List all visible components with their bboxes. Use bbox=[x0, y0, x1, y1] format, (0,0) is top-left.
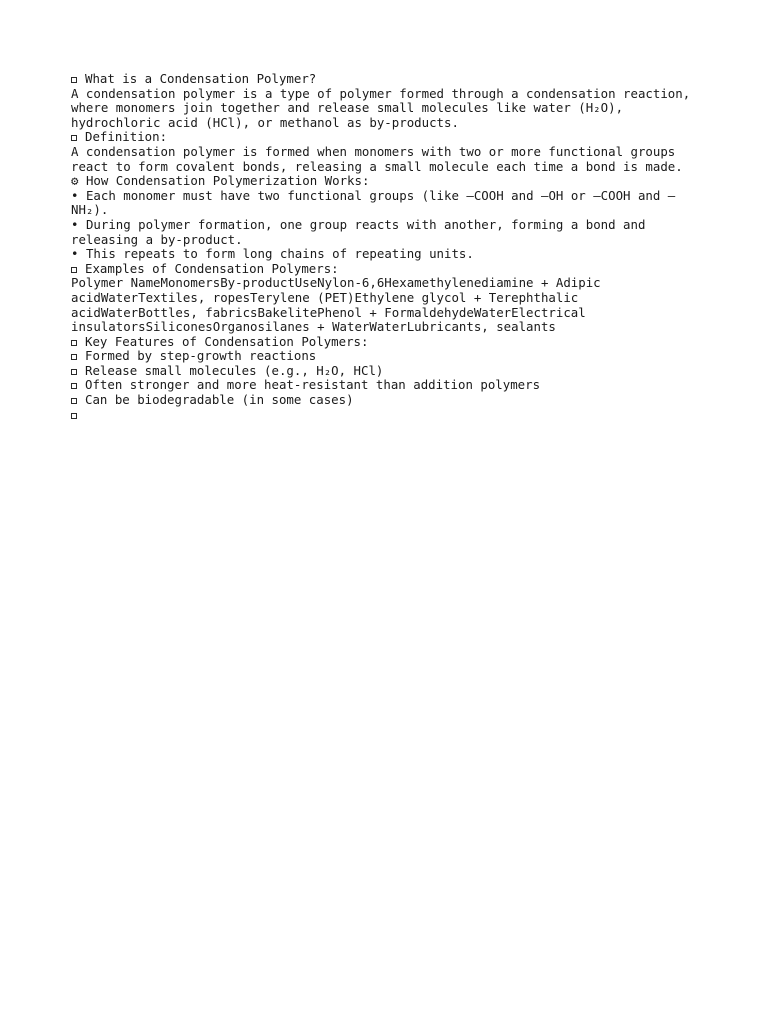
definition-body: A condensation polymer is formed when monomers with two or more functional groups react to form covalent bonds, releasing a small molecule each time a bond is made. bbox=[71, 143, 683, 174]
bullet-icon: • bbox=[71, 246, 79, 262]
what-heading: What is a Condensation Polymer? bbox=[85, 71, 317, 86]
what-heading-line bbox=[71, 72, 711, 87]
how-bullet-1 bbox=[71, 189, 711, 218]
feature-text: Formed by step-growth reactions bbox=[85, 348, 317, 364]
missing-glyph-icon bbox=[71, 135, 77, 141]
feature-text: Release small molecules (e.g., H₂O, HCl) bbox=[85, 362, 384, 378]
missing-glyph-icon bbox=[71, 398, 77, 404]
features-heading: Key Features of Condensation Polymers: bbox=[85, 333, 369, 349]
how-bullet-3 bbox=[71, 247, 711, 262]
feature-item-4 bbox=[71, 393, 711, 408]
trailing-glyph-line bbox=[71, 408, 711, 423]
examples-heading: Examples of Condensation Polymers: bbox=[85, 260, 339, 276]
bullet-icon: • bbox=[71, 187, 79, 203]
how-bullet-text: Each monomer must have two functional groups (like –COOH and –OH or –COOH and –NH₂). bbox=[71, 187, 676, 218]
missing-glyph-icon bbox=[71, 383, 77, 389]
bullet-icon: • bbox=[71, 216, 79, 232]
feature-text: Can be biodegradable (in some cases) bbox=[85, 392, 354, 408]
how-heading-line bbox=[71, 174, 711, 189]
examples-table-text: Polymer NameMonomersBy-productUseNylon-6,6Hexamethylenediamine + Adipic acidWaterTextiles, ropesTerylene (PET)Ethylene glycol + Terephthalic acidWaterBottles, fabricsBakelitePhenol + FormaldehydeWaterElectrical insulatorsSiliconesOrganosilanes + WaterWaterLubricants, sealants bbox=[71, 275, 601, 335]
gear-icon: ⚙ bbox=[71, 173, 79, 189]
missing-glyph-icon bbox=[71, 77, 77, 83]
missing-glyph-icon bbox=[71, 354, 77, 360]
how-bullet-text: During polymer formation, one group reacts with another, forming a bond and releasing a by-product. bbox=[71, 216, 646, 247]
missing-glyph-icon bbox=[71, 369, 77, 375]
feature-text: Often stronger and more heat-resistant than addition polymers bbox=[85, 377, 541, 393]
definition-heading: Definition: bbox=[85, 129, 168, 145]
feature-item-1 bbox=[71, 349, 711, 364]
how-bullet-text: This repeats to form long chains of repeating units. bbox=[85, 246, 474, 262]
feature-item-3 bbox=[71, 378, 711, 393]
how-heading: How Condensation Polymerization Works: bbox=[85, 173, 370, 189]
missing-glyph-icon bbox=[71, 267, 77, 273]
feature-item-2 bbox=[71, 364, 711, 379]
missing-glyph-icon bbox=[71, 413, 77, 419]
how-bullet-2 bbox=[71, 218, 711, 247]
examples-heading-line bbox=[71, 262, 711, 277]
what-body: A condensation polymer is a type of polymer formed through a condensation reaction, where monomers join together and release small molecules like water (H₂O), hydrochloric acid (HCl), or methanol as by-products. bbox=[71, 85, 691, 130]
document-body bbox=[71, 72, 711, 422]
definition-heading-line bbox=[71, 130, 711, 145]
missing-glyph-icon bbox=[71, 340, 77, 346]
features-heading-line bbox=[71, 335, 711, 350]
